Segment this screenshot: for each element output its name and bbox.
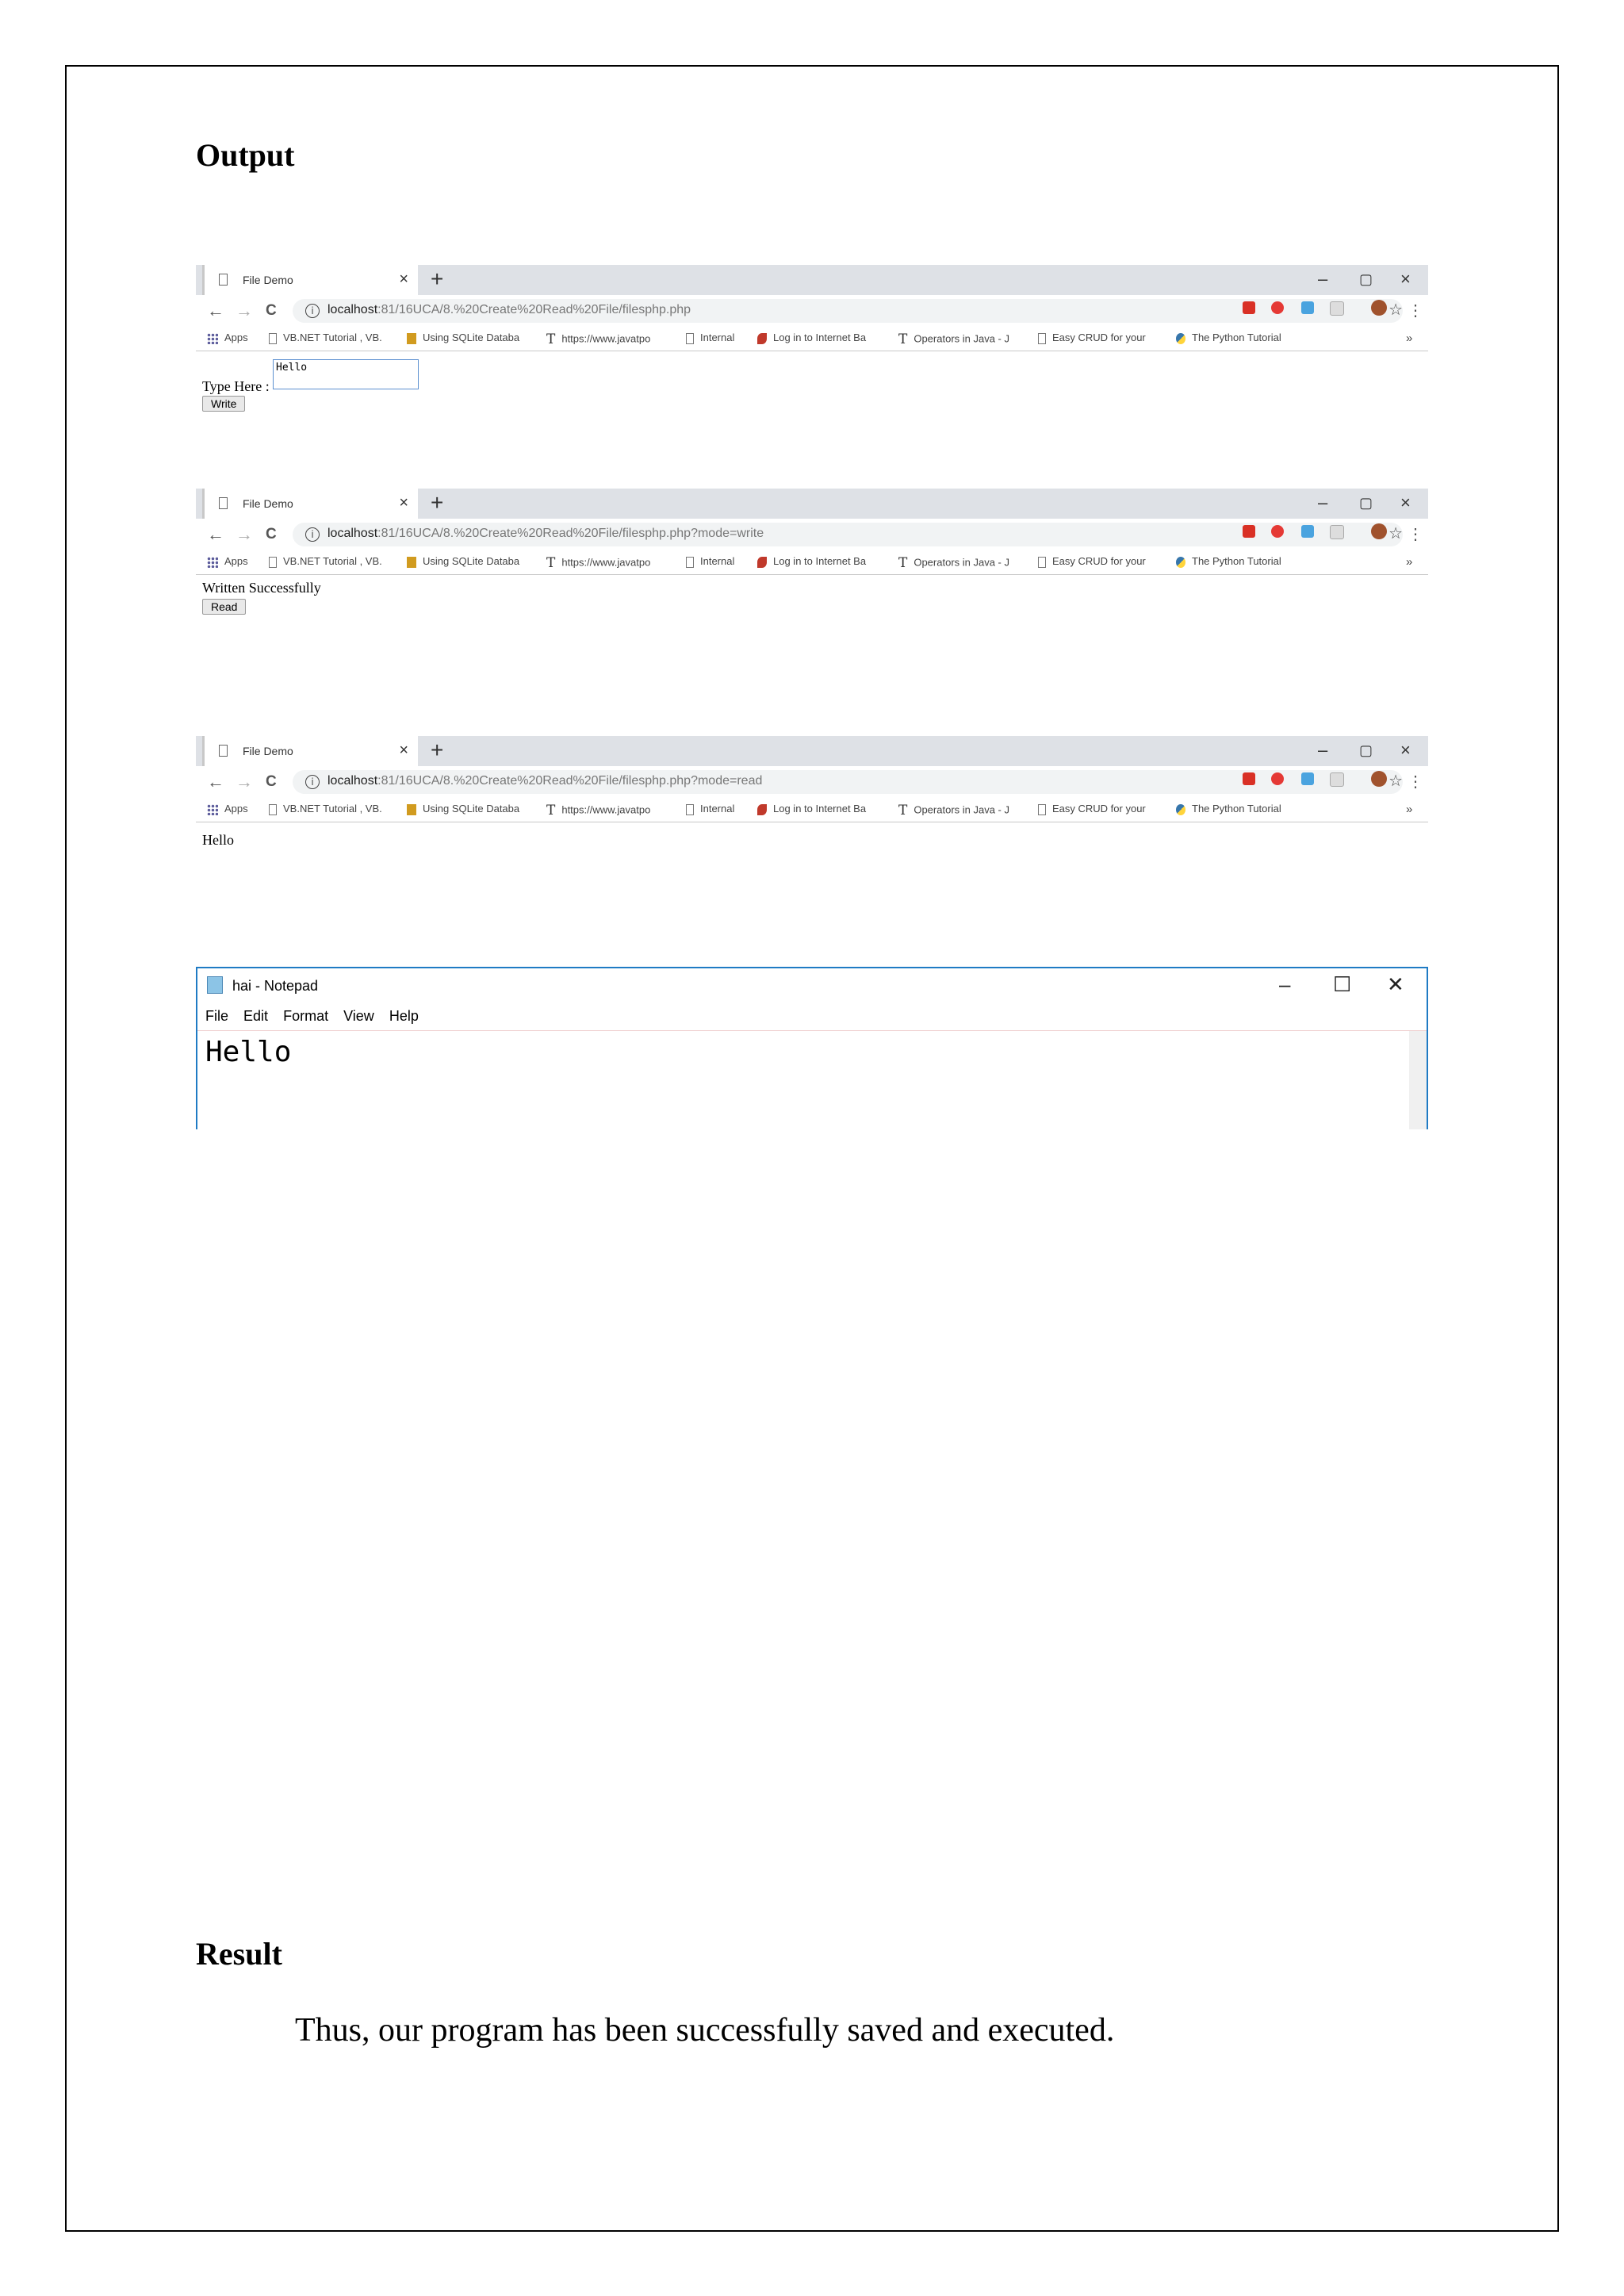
- back-icon[interactable]: ←: [207, 772, 224, 792]
- more-bookmarks-icon[interactable]: »: [1406, 332, 1413, 345]
- document-icon: [1038, 804, 1046, 815]
- new-tab-icon[interactable]: +: [431, 738, 444, 762]
- restore-icon[interactable]: ▢: [1359, 495, 1373, 511]
- bookmark-apps[interactable]: Apps: [207, 555, 248, 568]
- document-icon: [686, 333, 694, 344]
- bookmark-python-tutorial[interactable]: The Python Tutorial: [1176, 803, 1281, 815]
- browser-window-read: [196, 736, 1428, 854]
- menu-icon[interactable]: ⋮: [1408, 773, 1423, 791]
- url-text: localhost:81/16UCA/8.%20Create%20Read%20File/filesphp.php?mode=read: [327, 774, 763, 788]
- close-tab-icon[interactable]: ×: [399, 494, 408, 512]
- bookmark-internal[interactable]: Internal: [686, 803, 734, 815]
- bookmark-sqlite[interactable]: Using SQLite Databa: [407, 555, 519, 568]
- bookmarks-bar: [196, 798, 1428, 822]
- new-tab-icon[interactable]: +: [431, 266, 444, 291]
- bookmark-internal[interactable]: Internal: [686, 555, 734, 568]
- file-content: Hello: [202, 832, 234, 848]
- window-title: hai - Notepad: [232, 978, 319, 994]
- reload-icon[interactable]: C: [266, 302, 277, 319]
- reload-icon[interactable]: C: [266, 773, 277, 790]
- forward-icon[interactable]: →: [236, 772, 253, 792]
- bookmark-python-tutorial[interactable]: The Python Tutorial: [1176, 332, 1281, 344]
- leaf-icon: [757, 557, 767, 568]
- address-bar[interactable]: [293, 770, 1403, 794]
- document-icon: [219, 745, 228, 757]
- extension-icon[interactable]: [1301, 525, 1314, 538]
- more-bookmarks-icon[interactable]: »: [1406, 555, 1413, 569]
- menu-help[interactable]: Help: [389, 1008, 419, 1024]
- editor-content: Hello: [205, 1036, 292, 1068]
- extension-icon[interactable]: [1243, 301, 1255, 314]
- result-heading: Result: [196, 1936, 282, 1972]
- read-button[interactable]: Read: [202, 599, 246, 615]
- tab-strip: [196, 736, 1428, 766]
- tab-strip: [196, 265, 1428, 295]
- text-icon: T: [898, 803, 908, 818]
- type-here-label: Type Here :: [202, 378, 270, 394]
- minimize-icon[interactable]: –: [1318, 269, 1328, 289]
- document-icon: [1038, 557, 1046, 568]
- info-icon[interactable]: i: [305, 775, 320, 789]
- back-icon[interactable]: ←: [207, 524, 224, 544]
- bookmark-sqlite[interactable]: Using SQLite Databa: [407, 332, 519, 344]
- bookmark-python-tutorial[interactable]: The Python Tutorial: [1176, 555, 1281, 568]
- restore-icon[interactable]: ▢: [1359, 271, 1373, 287]
- bookmark-operators-java[interactable]: T Operators in Java - J: [898, 555, 1009, 571]
- extension-icon[interactable]: [1243, 772, 1255, 785]
- adblock-icon[interactable]: [1271, 525, 1284, 538]
- python-icon: [1176, 333, 1185, 344]
- bookmark-easy-crud[interactable]: Easy CRUD for your: [1038, 555, 1146, 568]
- bookmark-internet-banking[interactable]: Log in to Internet Ba: [757, 803, 866, 815]
- menu-icon[interactable]: ⋮: [1408, 526, 1423, 543]
- text-editor[interactable]: [197, 1030, 1427, 1129]
- vertical-scrollbar[interactable]: [1409, 1031, 1427, 1129]
- bookmarks-bar: [196, 327, 1428, 351]
- text-icon: T: [898, 332, 908, 347]
- info-icon[interactable]: i: [305, 304, 320, 318]
- star-icon[interactable]: ☆: [1388, 525, 1403, 542]
- forward-icon[interactable]: →: [236, 301, 253, 320]
- tab-file-demo[interactable]: [202, 265, 418, 295]
- close-tab-icon[interactable]: ×: [399, 742, 408, 759]
- url-text: localhost:81/16UCA/8.%20Create%20Read%20File/filesphp.php?mode=write: [327, 527, 764, 540]
- bookmark-javatpoint[interactable]: T https://www.javatpo: [546, 555, 651, 571]
- write-button[interactable]: Write: [202, 396, 245, 412]
- tab-title: File Demo: [243, 745, 293, 757]
- star-icon[interactable]: ☆: [1388, 301, 1403, 319]
- bookmark-vbnet[interactable]: VB.NET Tutorial , VB.: [269, 803, 382, 815]
- notepad-icon: [207, 976, 223, 994]
- leaf-icon: [757, 804, 767, 815]
- bookmark-sqlite[interactable]: Using SQLite Databa: [407, 803, 519, 815]
- browser-window-written: [196, 489, 1428, 623]
- apps-icon: [207, 333, 218, 344]
- more-bookmarks-icon[interactable]: »: [1406, 803, 1413, 816]
- minimize-icon[interactable]: –: [1279, 972, 1291, 996]
- document-icon: [686, 804, 694, 815]
- restore-icon[interactable]: ▢: [1359, 742, 1373, 758]
- close-window-icon[interactable]: ×: [1400, 269, 1411, 289]
- leaf-icon: [757, 333, 767, 344]
- document-icon: [686, 557, 694, 568]
- minimize-icon[interactable]: –: [1318, 740, 1328, 760]
- text-icon: T: [546, 803, 556, 818]
- bookmark-easy-crud[interactable]: Easy CRUD for your: [1038, 803, 1146, 815]
- extension-icon[interactable]: [1301, 772, 1314, 785]
- document-icon: [269, 557, 277, 568]
- address-bar[interactable]: [293, 523, 1403, 546]
- url-text: localhost:81/16UCA/8.%20Create%20Read%20File/filesphp.php: [327, 303, 691, 316]
- extension-icon[interactable]: [1243, 525, 1255, 538]
- bookmark-vbnet[interactable]: VB.NET Tutorial , VB.: [269, 555, 382, 568]
- menu-icon[interactable]: ⋮: [1408, 302, 1423, 320]
- close-tab-icon[interactable]: ×: [399, 270, 408, 288]
- menu-file[interactable]: File: [205, 1008, 229, 1024]
- sqlite-icon: [407, 333, 416, 344]
- bookmark-operators-java[interactable]: T Operators in Java - J: [898, 803, 1009, 818]
- bookmark-operators-java[interactable]: T Operators in Java - J: [898, 332, 1009, 347]
- document-icon: [1038, 333, 1046, 344]
- extension-icon[interactable]: [1301, 301, 1314, 314]
- tab-file-demo[interactable]: [202, 736, 418, 766]
- document-icon: [269, 333, 277, 344]
- tab-title: File Demo: [243, 274, 293, 286]
- document-icon: [269, 804, 277, 815]
- notepad-window: [196, 967, 1428, 1129]
- menu-format[interactable]: Format: [283, 1008, 329, 1024]
- tab-strip: [196, 489, 1428, 519]
- avatar[interactable]: [1371, 300, 1387, 316]
- extension-icon[interactable]: [1330, 525, 1344, 539]
- bookmark-internet-banking[interactable]: Log in to Internet Ba: [757, 332, 866, 344]
- sqlite-icon: [407, 557, 416, 568]
- text-input[interactable]: Hello: [273, 359, 419, 389]
- page-content: [196, 575, 1428, 623]
- extension-icon[interactable]: [1330, 772, 1344, 787]
- output-heading: Output: [196, 137, 295, 173]
- bookmark-internal[interactable]: Internal: [686, 332, 734, 344]
- document-icon: [219, 274, 228, 286]
- menu-view[interactable]: View: [343, 1008, 374, 1024]
- maximize-icon[interactable]: ☐: [1333, 972, 1352, 996]
- close-icon[interactable]: ✕: [1387, 972, 1404, 996]
- toolbar: [196, 519, 1428, 550]
- adblock-icon[interactable]: [1271, 772, 1284, 785]
- close-window-icon[interactable]: ×: [1400, 493, 1411, 512]
- bookmark-apps[interactable]: Apps: [207, 803, 248, 815]
- menu-edit[interactable]: Edit: [243, 1008, 269, 1024]
- bookmark-javatpoint[interactable]: T https://www.javatpo: [546, 803, 651, 818]
- sqlite-icon: [407, 804, 416, 815]
- python-icon: [1176, 804, 1185, 815]
- apps-icon: [207, 804, 218, 815]
- extension-icon[interactable]: [1330, 301, 1344, 316]
- star-icon[interactable]: ☆: [1388, 772, 1403, 790]
- menu-bar: [205, 1008, 430, 1025]
- text-icon: T: [546, 555, 556, 571]
- new-tab-icon[interactable]: +: [431, 490, 444, 515]
- address-bar[interactable]: [293, 299, 1403, 323]
- close-window-icon[interactable]: ×: [1400, 740, 1411, 760]
- result-text: Thus, our program has been successfully saved and executed.: [295, 2012, 1115, 2049]
- tab-file-demo[interactable]: [202, 489, 418, 519]
- apps-icon: [207, 557, 218, 568]
- status-message: Written Successfully: [202, 580, 321, 596]
- page-content: [196, 351, 1428, 423]
- back-icon[interactable]: ←: [207, 301, 224, 320]
- bookmark-javatpoint[interactable]: T https://www.javatpo: [546, 332, 651, 347]
- forward-icon[interactable]: →: [236, 524, 253, 544]
- bookmark-vbnet[interactable]: VB.NET Tutorial , VB.: [269, 332, 382, 344]
- text-icon: T: [898, 555, 908, 571]
- bookmarks-bar: [196, 550, 1428, 575]
- avatar[interactable]: [1371, 523, 1387, 539]
- bookmark-apps[interactable]: Apps: [207, 332, 248, 344]
- reload-icon[interactable]: C: [266, 526, 277, 542]
- bookmark-internet-banking[interactable]: Log in to Internet Ba: [757, 555, 866, 568]
- python-icon: [1176, 557, 1185, 568]
- adblock-icon[interactable]: [1271, 301, 1284, 314]
- toolbar: [196, 295, 1428, 327]
- toolbar: [196, 766, 1428, 798]
- page-content: [196, 822, 1428, 854]
- info-icon[interactable]: i: [305, 527, 320, 542]
- browser-window-write: [196, 265, 1428, 423]
- bookmark-easy-crud[interactable]: Easy CRUD for your: [1038, 332, 1146, 344]
- text-icon: T: [546, 332, 556, 347]
- tab-title: File Demo: [243, 497, 293, 510]
- document-icon: [219, 497, 228, 509]
- minimize-icon[interactable]: –: [1318, 493, 1328, 512]
- avatar[interactable]: [1371, 771, 1387, 787]
